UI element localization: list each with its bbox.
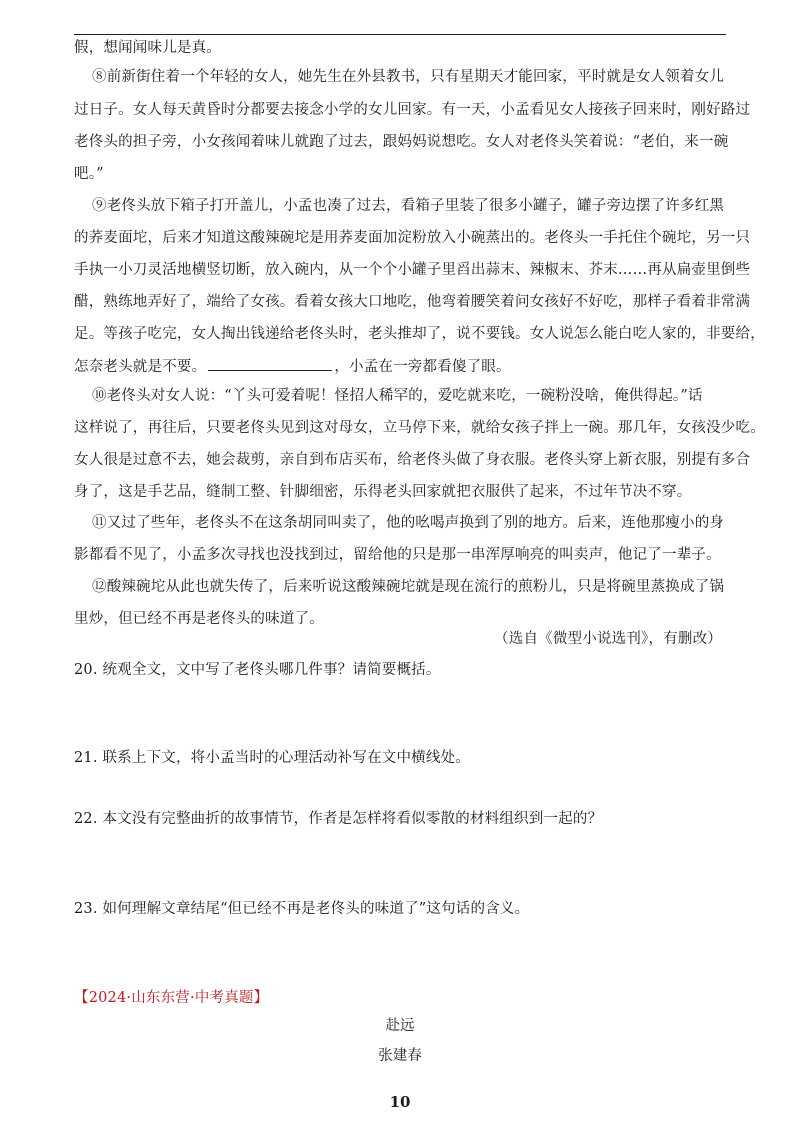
text-line: 女人很是过意不去，她会裁剪，亲自到布店买布，给老佟头做了身衣服。老佟头穿上新衣服，别提有多合: [74, 452, 751, 468]
fill-line-after: ，小孟在一旁都看傻了眼。: [334, 359, 511, 375]
header-rule: [74, 34, 726, 35]
text-line: 手执一小刀灵活地横竖切断，放入碗内，从一个个小罐子里舀出蒜末、辣椒末、芥末……再从扁壶里倒些: [74, 262, 751, 278]
section-tag: 【2024·山东东营·中考真题】: [74, 990, 269, 1006]
text-line: 过日子。女人每天黄昏时分都要去接念小学的女儿回家。有一天，小孟看见女人接孩子回来时，刚好路过: [74, 102, 751, 118]
text-line: ⑧前新街住着一个年轻的女人，她先生在外县教书，只有星期天才能回家，平时就是女人领着女儿: [92, 69, 725, 85]
question-23: 23. 如何理解文章结尾“但已经不再是老佟头的味道了”这句话的含义。: [74, 901, 530, 917]
question-21: 21. 联系上下文，将小孟当时的心理活动补写在文中横线处。: [74, 750, 470, 766]
source-note: （选自《微型小说选刊》，有删改）: [494, 631, 722, 647]
next-title: 赴远: [385, 1018, 415, 1034]
text-line: ⑨老佟头放下箱子打开盖儿，小孟也凑了过去，看箱子里装了很多小罐子，罐子旁边摆了许多红黑: [92, 198, 725, 214]
text-line: 假，想闻闻味儿是真。: [74, 40, 221, 56]
text-line: 的荞麦面坨，后来才知道这酸辣碗坨是用荞麦面加淀粉放入小碗蒸出的。老佟头一手托住个碗坨，另一只: [74, 230, 751, 246]
text-line: 身了，这是手艺品，缝制工整、针脚细密，乐得老头回家就把衣服供了起来，不过年节决不穿。: [74, 484, 692, 500]
question-20: 20. 统观全文，文中写了老佟头哪几件事？请简要概括。: [74, 662, 441, 678]
text-line: 老佟头的担子旁，小女孩闻着味儿就跑了过去，跟妈妈说想吃。女人对老佟头笑着说：“老伯，来一碗: [74, 134, 729, 150]
text-line: 足。等孩子吃完，女人掏出钱递给老佟头时，老头推却了，说不要钱。女人说怎么能白吃人家的，非要给，: [74, 326, 765, 342]
text-line: 影都看不见了，小孟多次寻找也没找到过，留给他的只是那一串浑厚响亮的叫卖声，他记了一辈子。: [74, 547, 721, 563]
fill-line-before: 怎奈老头就是不要。: [74, 359, 207, 375]
page-number: 10: [389, 1093, 411, 1111]
fill-blank-line: [74, 356, 511, 377]
next-author: 张建春: [378, 1048, 422, 1064]
question-22: 22. 本文没有完整曲折的故事情节，作者是怎样将看似零散的材料组织到一起的？: [74, 811, 603, 827]
text-line: ⑩老佟头对女人说：“丫头可爱着呢！怪招人稀罕的，爱吃就来吃，一碗粉没啥，俺供得起。”话: [92, 388, 703, 404]
text-line: ⑫酸辣碗坨从此也就失传了，后来听说这酸辣碗坨就是现在流行的煎粉儿，只是将碗里蒸换成了锅: [92, 579, 725, 595]
text-line: 里炒，但已经不再是老佟头的味道了。: [74, 611, 324, 627]
answer-blank[interactable]: [208, 356, 332, 371]
text-line: 醋，熟练地弄好了，端给了女孩。看着女孩大口地吃，他弯着腰笑着问女孩好不好吃，那样子看着非常满: [74, 294, 751, 310]
text-line: 吧。”: [74, 166, 104, 182]
text-line: ⑪又过了些年，老佟头不在这条胡同叫卖了，他的吆喝声换到了别的地方。后来，连他那瘦小的身: [92, 515, 725, 531]
text-line: 这样说了，再往后，只要老佟头见到这对母女，立马停下来，就给女孩子拌上一碗。那几年，女孩没少吃。: [74, 420, 765, 436]
